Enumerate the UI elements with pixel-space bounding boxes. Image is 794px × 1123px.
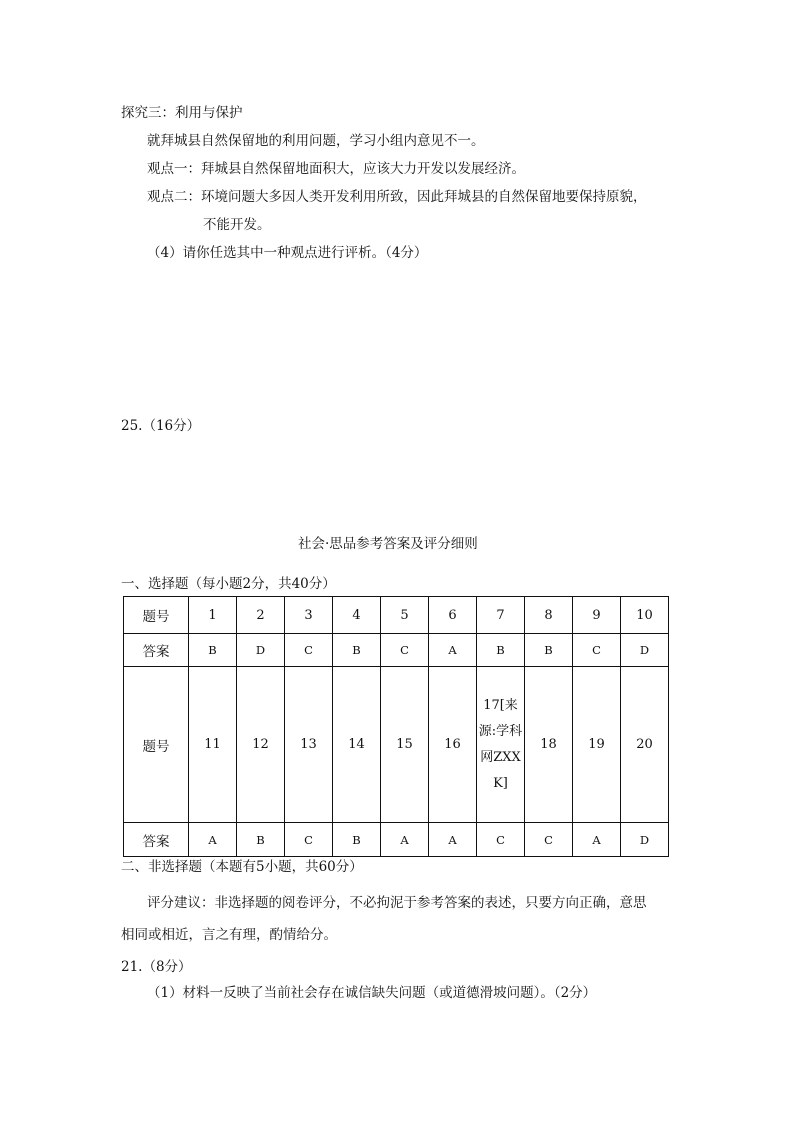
answer-cell: D: [237, 634, 285, 667]
question-number: 5: [381, 597, 429, 634]
question-number: 20: [621, 667, 669, 823]
question-number: 9: [573, 597, 621, 634]
answer-key-title: 社会·思品参考答案及评分细则: [298, 536, 478, 552]
answer-cell: C: [285, 634, 333, 667]
question-number: 15: [381, 667, 429, 823]
answer-cell: D: [621, 634, 669, 667]
answer-cell: C: [573, 634, 621, 667]
answer-cell: A: [381, 823, 429, 857]
answer-table: [123, 596, 669, 857]
answer-cell: B: [525, 634, 573, 667]
answer-cell: C: [477, 823, 525, 857]
answer-cell: B: [237, 823, 285, 857]
scoring-note-line1: 评分建议：非选择题的阅卷评分，不必拘泥于参考答案的表述，只要方向正确，意思: [147, 895, 647, 911]
question-number-with-source: [477, 667, 525, 823]
answer-cell: B: [333, 823, 381, 857]
source-note: 17[来源:学科网ZXXK]: [478, 697, 523, 791]
question-number: 19: [573, 667, 621, 823]
question-21-part1: （1）材料一反映了当前社会存在诚信缺失问题（或道德滑坡问题）。（2分）: [147, 985, 597, 1001]
answer-cell: A: [429, 634, 477, 667]
exploration-intro: 就拜城县自然保留地的利用问题，学习小组内意见不一。: [147, 133, 485, 149]
question-number: 1: [189, 597, 237, 634]
question-number: 8: [525, 597, 573, 634]
question-4: （4）请你任选其中一种观点进行评析。（4分）: [147, 245, 428, 261]
question-number: 7: [477, 597, 525, 634]
question-25: 25.（16分）: [121, 418, 201, 434]
answer-cell: B: [189, 634, 237, 667]
question-number: 16: [429, 667, 477, 823]
row-label-answer: 答案: [124, 634, 189, 667]
answer-cell: A: [429, 823, 477, 857]
row-label-question: 题号: [124, 597, 189, 634]
question-number: 13: [285, 667, 333, 823]
question-number: 2: [237, 597, 285, 634]
question-number: 4: [333, 597, 381, 634]
table-row: [124, 597, 669, 634]
answer-cell: A: [573, 823, 621, 857]
question-number: 12: [237, 667, 285, 823]
view-two-line1: 观点二：环境问题大多因人类开发利用所致，因此拜城县的自然保留地要保持原貌，: [147, 189, 647, 205]
question-number: 14: [333, 667, 381, 823]
question-number: 3: [285, 597, 333, 634]
answer-cell: C: [381, 634, 429, 667]
table-row: [124, 634, 669, 667]
section2-title: 二、非选择题（本题有5小题，共60分）: [121, 859, 363, 875]
question-number: 11: [189, 667, 237, 823]
answer-cell: B: [477, 634, 525, 667]
question-number: 6: [429, 597, 477, 634]
answer-cell: B: [333, 634, 381, 667]
view-one: 观点一：拜城县自然保留地面积大，应该大力开发以发展经济。: [147, 161, 525, 177]
view-two-line2: 不能开发。: [203, 217, 271, 233]
question-21: 21.（8分）: [121, 959, 192, 975]
exploration-heading: 探究三：利用与保护: [121, 105, 243, 121]
answer-cell: D: [621, 823, 669, 857]
table-row: [124, 823, 669, 857]
question-number: 18: [525, 667, 573, 823]
answer-cell: A: [189, 823, 237, 857]
row-label-answer: 答案: [124, 823, 189, 857]
answer-cell: C: [525, 823, 573, 857]
scoring-note-line2: 相同或相近，言之有理，酌情给分。: [121, 927, 337, 943]
row-label-question: 题号: [124, 667, 189, 823]
table-row: [124, 667, 669, 823]
section1-title: 一、选择题（每小题2分，共40分）: [121, 576, 336, 592]
question-number: 10: [621, 597, 669, 634]
answer-cell: C: [285, 823, 333, 857]
